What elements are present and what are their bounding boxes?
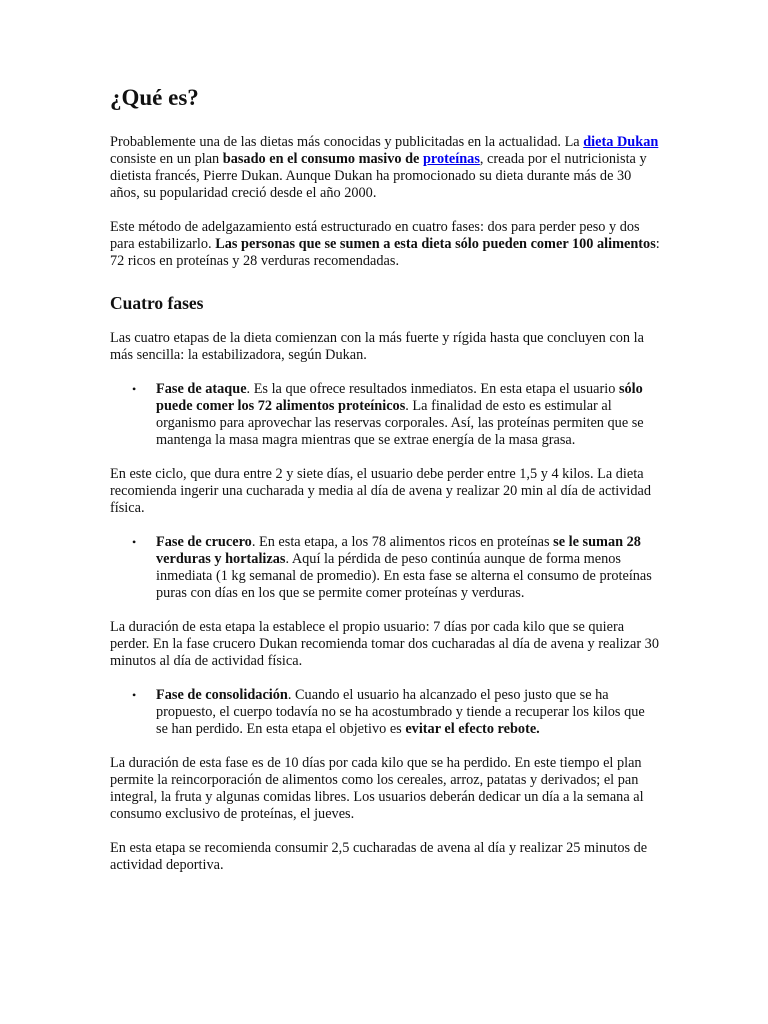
section-title-cuatro-fases: Cuatro fases xyxy=(110,293,204,313)
phase-list-crucero xyxy=(110,534,660,602)
fase-consolidacion-bold-2: evitar el efecto rebote. xyxy=(405,721,540,737)
fase-ataque-bold-2: sólo puede comer los 72 alimentos proteínicos xyxy=(156,381,643,414)
proteinas-link[interactable]: proteínas xyxy=(422,151,480,167)
phase-list-consolidacion xyxy=(110,687,660,738)
list-item-fase-crucero xyxy=(132,534,660,602)
bullet-icon: • xyxy=(132,535,137,549)
fase-crucero-title: Fase de crucero xyxy=(156,534,252,550)
consolidacion-detail-paragraph: La duración de esta fase es de 10 días por cada kilo que se ha perdido. En este tiempo el plan permite la reincorporación de alimentos como los cereales, arroz, patatas y derivados; el pan integral, la fruta y algunas comidas libres. Los usuarios deberán dedicar un día a la semana al consumo exclusivo de proteínas, el jueves. xyxy=(110,755,644,822)
fase-consolidacion-text-1: . Cuando el usuario ha alcanzado el peso justo que se ha propuesto, el cuerpo todavía no se ha acostumbrado y tiende a recuperar los kilos que se han perdido. En esta etapa el objetivo es xyxy=(156,687,645,737)
method-text-2: : 72 ricos en proteínas y 28 verduras recomendadas. xyxy=(110,236,660,269)
fase-ataque-text-1: . Es la que ofrece resultados inmediatos. En esta etapa el usuario xyxy=(246,381,619,397)
fase-consolidacion-title: Fase de consolidación xyxy=(156,687,288,703)
fase-crucero-bold-2: se le suman 28 verduras y hortalizas xyxy=(156,534,641,567)
intro-text-2: consiste en un plan xyxy=(110,151,223,167)
method-text-1: Este método de adelgazamiento está estructurado en cuatro fases: dos para perder peso y dos para estabilizarlo. xyxy=(110,219,640,252)
intro-text-3: , creada por el nutricionista y dietista francés, Pierre Dukan. Aunque Dukan ha promocionado su dieta durante más de 30 años, su popularidad creció desde el año 2000. xyxy=(110,151,647,201)
list-item-fase-consolidacion xyxy=(132,687,660,738)
method-paragraph xyxy=(110,219,660,270)
phase-list-ataque xyxy=(110,381,660,449)
fase-crucero-text-1: . En esta etapa, a los 78 alimentos ricos en proteínas xyxy=(251,534,554,550)
bullet-icon: • xyxy=(132,382,137,396)
intro-paragraph xyxy=(110,134,660,202)
list-item-fase-ataque xyxy=(132,381,660,449)
page-title: ¿Qué es? xyxy=(110,85,199,110)
intro-text-1: Probablemente una de las dietas más conocidas y publicitadas en la actualidad. La xyxy=(110,134,584,150)
fase-ataque-text-2: . La finalidad de esto es estimular al organismo para aprovechar las reservas corporales. Así, las proteínas permiten que se mantenga la masa magra mientras que se extrae energía de la masa grasa. xyxy=(156,398,644,448)
ataque-detail-paragraph: En este ciclo, que dura entre 2 y siete días, el usuario debe perder entre 1,5 y 4 kilos. La dieta recomienda ingerir una cucharada y media al día de avena y realizar 20 min al día de actividad física. xyxy=(110,466,652,516)
method-bold-1: Las personas que se sumen a esta dieta sólo pueden comer 100 alimentos xyxy=(215,236,656,252)
fase-ataque-title: Fase de ataque xyxy=(156,381,247,397)
phases-intro-paragraph: Las cuatro etapas de la dieta comienzan con la más fuerte y rígida hasta que concluyen con la más sencilla: la estabilizadora, según Dukan. xyxy=(110,330,644,363)
intro-bold-1: basado en el consumo masivo de xyxy=(222,151,423,167)
crucero-detail-paragraph: La duración de esta etapa la establece el propio usuario: 7 días por cada kilo que se quiera perder. En la fase crucero Dukan recomienda tomar dos cucharadas al día de avena y realizar 30 minutos al día de actividad física. xyxy=(110,619,659,669)
bullet-icon: • xyxy=(132,688,137,702)
consolidacion-avena-paragraph: En esta etapa se recomienda consumir 2,5 cucharadas de avena al día y realizar 25 minutos de actividad deportiva. xyxy=(110,840,648,873)
fase-crucero-text-2: . Aquí la pérdida de peso continúa aunque de forma menos inmediata (1 kg semanal de promedio). En esta fase se alterna el consumo de proteínas puras con días en los que se permite comer proteínas y verduras. xyxy=(156,551,652,601)
dieta-dukan-link[interactable]: dieta Dukan xyxy=(583,134,659,150)
